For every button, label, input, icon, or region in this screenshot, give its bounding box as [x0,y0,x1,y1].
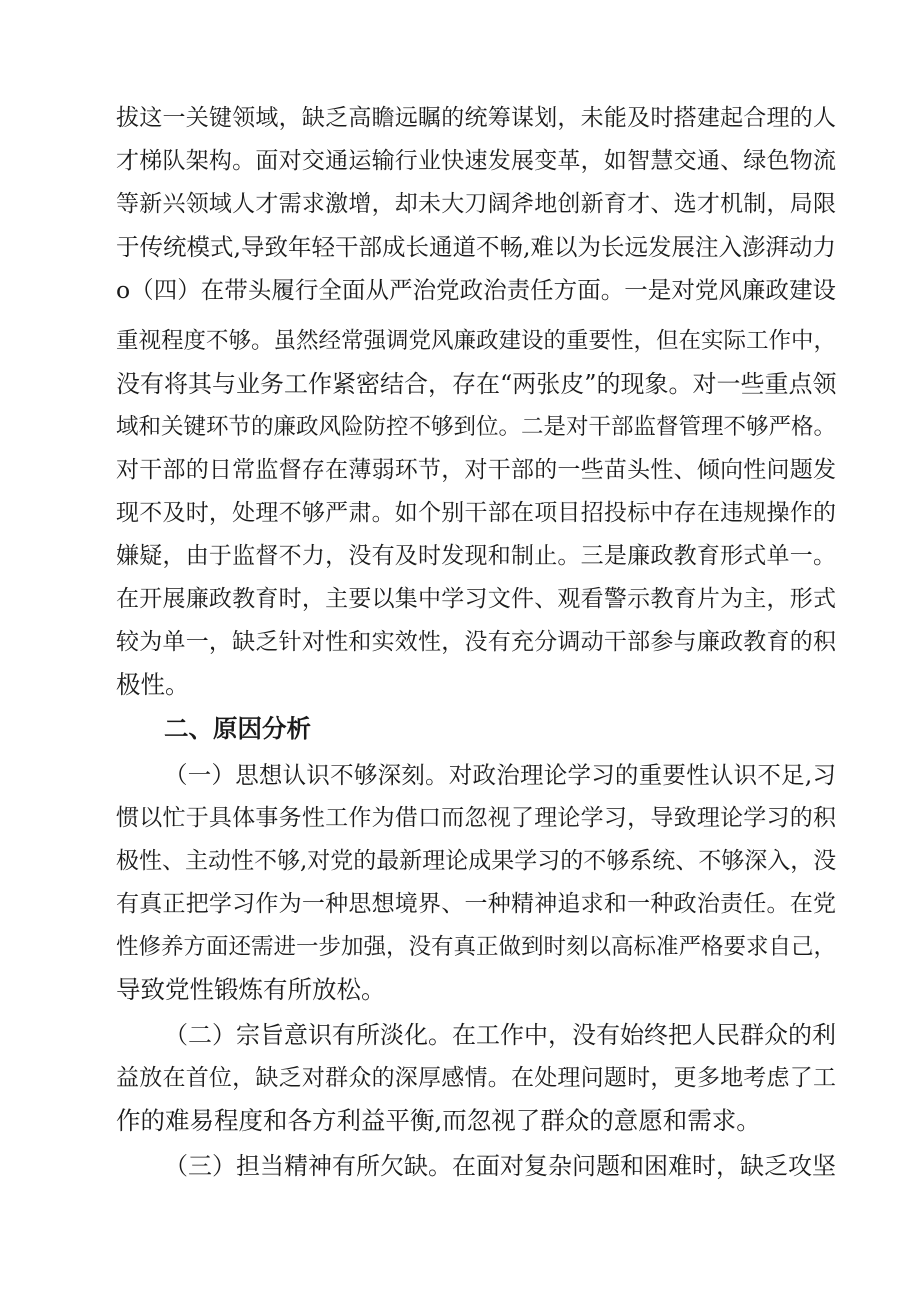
body-line: 嫌疑，由于监督不力，没有及时发现和制止。三是廉政教育形式单一。 [116,543,836,569]
body-line: o（四）在带头履行全面从严治党政治责任方面。一是对党风廉政建设 [116,276,836,304]
body-line: 现不及时，处理不够严肃。如个别干部在项目招投标中存在违规操作的 [116,500,836,526]
paragraph-1-line: 有真正把学习作为一种思想境界、一种精神追求和一种政治责任。在党 [116,891,836,917]
body-line: 对干部的日常监督存在薄弱环节，对干部的一些苗头性、倾向性问题发 [116,457,836,483]
body-line: 拔这一关键领域，缺乏高瞻远瞩的统筹谋划，未能及时搭建起合理的人 [116,105,836,131]
body-line: 才梯队架构。面对交通运输行业快速发展变革，如智慧交通、绿色物流 [116,148,836,174]
body-line: 等新兴领域人才需求激增，却未大刀阔斧地创新育才、选才机制，局限 [116,191,836,217]
paragraph-1-line: 性修养方面还需进一步加强，没有真正做到时刻以高标准严格要求自己， [116,934,837,960]
body-line: 在开展廉政教育时，主要以集中学习文件、观看警示教育片为主，形式 [116,586,836,612]
paragraph-2-line: 益放在首位，缺乏对群众的深厚感情。在处理问题时，更多地考虑了工 [116,1065,836,1091]
body-line: 重视程度不够。虽然经常强调党风廉政建设的重要性，但在实际工作中， [116,328,837,354]
body-line: 没有将其与业务工作紧密结合，存在“两张皮”的现象。对一些重点领 [116,370,837,398]
body-line: 于传统模式,导致年轻干部成长通道不畅,难以为长远发展注入澎湃动力 [116,233,836,261]
paragraph-2-line-last: 作的难易程度和各方利益平衡,而忽视了群众的意愿和需求。 [116,1106,761,1135]
section-heading: 二、原因分析 [164,714,311,743]
body-line-last: 极性。 [116,670,190,699]
paragraph-1-line: 惯以忙于具体事务性工作为借口而忽视了理论学习，导致理论学习的积 [116,805,836,831]
paragraph-2-line: （二）宗旨意识有所淡化。在工作中，没有始终把人民群众的利 [164,1021,836,1049]
body-line: 域和关键环节的廉政风险防控不够到位。二是对干部监督管理不够严格。 [116,414,837,440]
paragraph-1-line: （一）思想认识不够深刻。对政治理论学习的重要性认识不足,习 [164,761,836,789]
paragraph-1-line-last: 导致党性锻炼有所放松。 [116,975,386,1004]
paragraph-1-line: 极性、主动性不够,对党的最新理论成果学习的不够系统、不够深入，没 [116,848,837,874]
body-line: 较为单一，缺乏针对性和实效性，没有充分调动干部参与廉政教育的积 [116,629,836,655]
paragraph-3-line: （三）担当精神有所欠缺。在面对复杂问题和困难时，缺乏攻坚 [164,1152,836,1180]
